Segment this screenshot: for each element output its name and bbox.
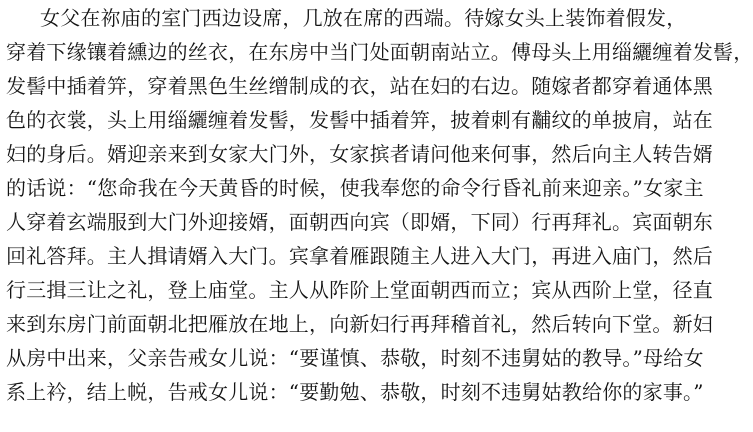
text-line: 回礼答拜。主人揖请婿入大门。宾拿着雁跟随主人进入大门，再进入庙门，然后 <box>6 244 713 268</box>
text-line: 人穿着玄端服到大门外迎接婿，面朝西向宾（即婿，下同）行再拜礼。宾面朝东 <box>6 210 713 234</box>
text-line: 发髻中插着笄，穿着黑色生丝缯制成的衣，站在妇的右边。随嫁者都穿着通体黑 <box>6 74 713 98</box>
text-line: 从房中出来，父亲告戒女儿说：“要谨慎、恭敬，时刻不违舅姑的教导。”母给女 <box>6 346 704 370</box>
text-line: 妇的身后。婿迎亲来到女家大门外，女家摈者请问他来何事，然后向主人转告婿 <box>6 142 713 166</box>
text-line: 穿着下缘镶着纁边的丝衣，在东房中当门处面朝南站立。傅母头上用缁纚缠着发髻， <box>6 40 753 64</box>
text-line: 系上衿，结上帨，告戒女儿说：“要勤勉、恭敬，时刻不违舅姑教给你的家事。” <box>6 380 704 404</box>
text-line: 的话说：“您命我在今天黄昏的时候，使我奉您的命令行昏礼前来迎亲。”女家主 <box>6 176 704 200</box>
text-line: 色的衣裳，头上用缁纚缠着发髻，发髻中插着笄，披着刺有黼纹的单披肩，站在 <box>6 108 713 132</box>
text-line: 女父在祢庙的室门西边设席，几放在席的西端。待嫁女头上装饰着假发， <box>40 6 687 30</box>
text-line: 行三揖三让之礼，登上庙堂。主人从阼阶上堂面朝西而立；宾从西阶上堂，径直 <box>6 278 713 302</box>
text-line: 来到东房门前面朝北把雁放在地上，向新妇行再拜稽首礼，然后转向下堂。新妇 <box>6 312 713 336</box>
